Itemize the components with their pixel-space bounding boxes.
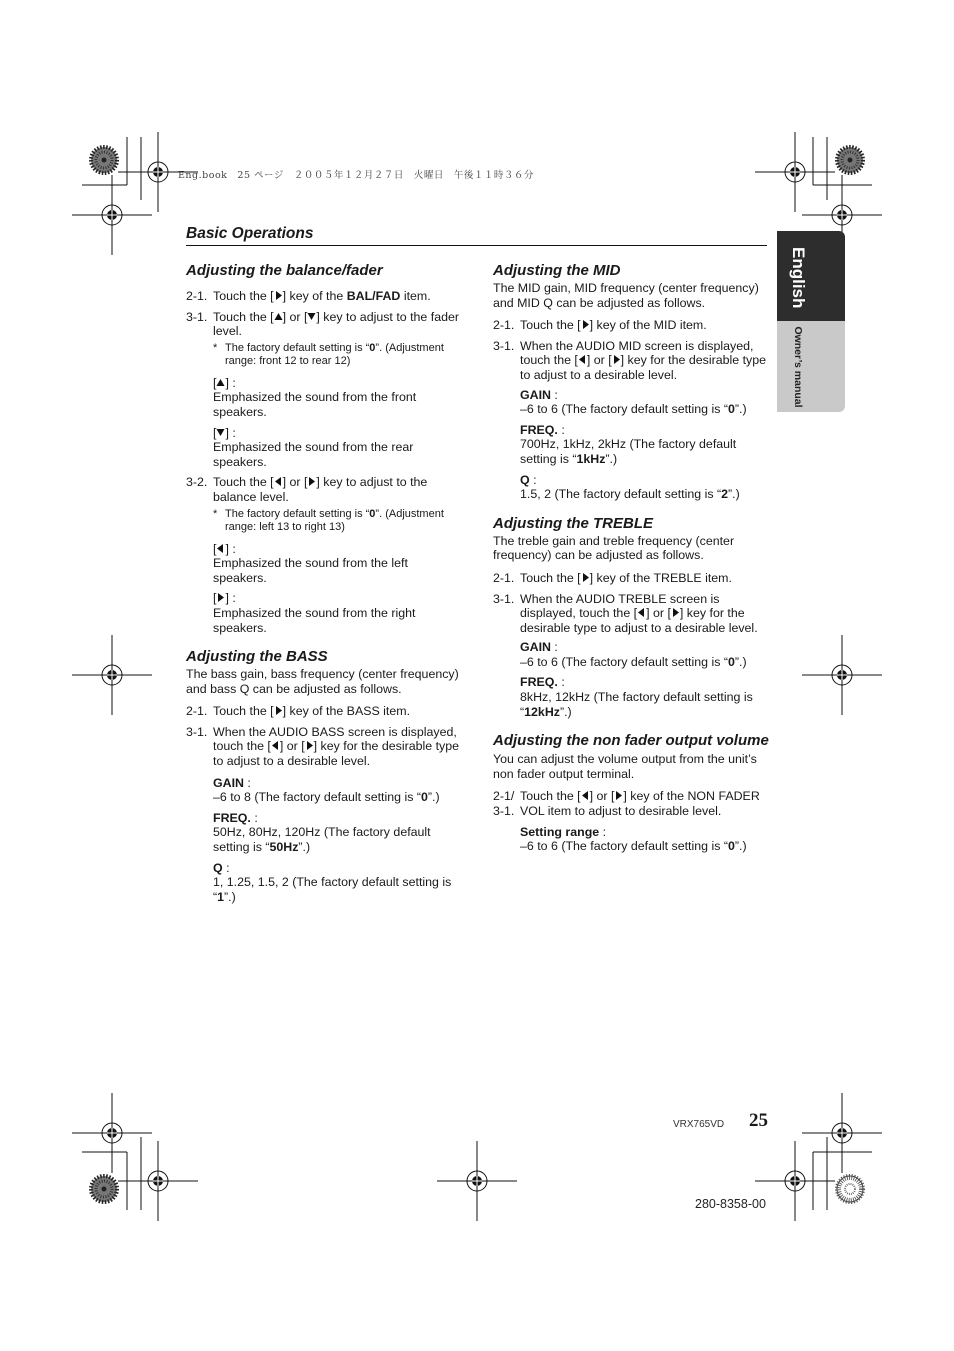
text: ] key for the desirable type to adjust to a desirable level. <box>213 739 459 769</box>
model-number: VRX765VD <box>673 1119 725 1130</box>
text: –6 to 8 (The factory default setting is “ <box>213 790 421 805</box>
text: ”. (Adjustment range: front 12 to rear 12) <box>225 341 444 368</box>
triangle-left-icon <box>216 543 225 554</box>
text: ] key of the MID item. <box>589 318 707 333</box>
item-name: BAL/FAD <box>346 289 401 303</box>
label: GAIN <box>213 775 244 790</box>
label: GAIN <box>520 640 551 655</box>
text: –6 to 6 (The factory default setting is “ <box>520 654 728 669</box>
text: Touch the [ <box>520 570 581 585</box>
note-block <box>186 508 464 636</box>
text: ] or [ <box>282 309 308 324</box>
triangle-up-icon <box>274 311 283 322</box>
label: GAIN <box>520 387 551 402</box>
value: 1 <box>217 889 225 904</box>
triangle-right-icon <box>307 476 316 487</box>
text: ] key to adjust to the balance level. <box>213 475 428 504</box>
mid-freq <box>520 423 769 467</box>
text: 8kHz, 12kHz (The factory default setting is “ <box>520 690 753 719</box>
treble-freq <box>520 675 769 719</box>
step-treble-2-1 <box>493 571 769 586</box>
text: ] : <box>225 591 236 606</box>
text: 50Hz, 80Hz, 120Hz (The factory default setting is “ <box>213 825 431 855</box>
right-column <box>493 262 769 854</box>
left-column <box>186 262 464 904</box>
text: Emphasized the sound from the front speakers. <box>213 390 417 419</box>
text: When the AUDIO MID screen is displayed, touch the [ <box>520 338 754 368</box>
text: ] key for the desirable type to adjust to a desirable level. <box>520 606 758 635</box>
value: 50Hz <box>269 840 299 855</box>
value: 0 <box>369 341 376 354</box>
triangle-left-icon <box>581 790 590 801</box>
text: ] key of the <box>282 289 347 303</box>
key-up-desc: [ ] : Emphasized the sound from the front speakers. <box>213 375 417 419</box>
step-mid-3-1 <box>493 339 769 383</box>
text: : <box>243 775 251 790</box>
value: 2 <box>721 487 729 502</box>
text: ] : <box>225 425 236 440</box>
manual-label: Owner’s manual <box>792 326 804 408</box>
page-number: 25 <box>749 1110 768 1131</box>
value: 0 <box>728 654 735 669</box>
triangle-right-icon <box>614 790 623 801</box>
step-number <box>493 789 514 818</box>
text: Touch the [ <box>520 318 581 333</box>
triangle-right-icon <box>305 740 314 751</box>
text: ”.) <box>605 451 618 466</box>
value: 0 <box>728 839 735 854</box>
heading-mid: Adjusting the MID <box>493 262 621 279</box>
value: 0 <box>369 507 376 520</box>
text: 1, 1.25, 1.5, 2 (The factory default setting is “ <box>213 875 452 904</box>
text: ] or [ <box>586 353 612 368</box>
text: ] key of the TREBLE item. <box>589 570 732 585</box>
text: The factory default setting is “ <box>225 341 370 354</box>
text: : <box>599 824 607 839</box>
text: ] or [ <box>282 475 308 490</box>
text: ] or [ <box>279 739 305 754</box>
section-title: Basic Operations <box>186 225 314 242</box>
print-info-line: Eng.book 25 ページ ２００５年１２月２７日 火曜日 午後１１時３６分 <box>178 170 534 181</box>
asterisk: * <box>213 507 218 520</box>
text: item. <box>400 289 431 303</box>
step-balance-3-1 <box>186 310 464 339</box>
key-left-desc: [ ] : Emphasized the sound from the left speakers. <box>213 541 408 585</box>
note-balance-default <box>213 508 464 535</box>
step-number: 3-1. <box>493 338 515 353</box>
step-number: 2-1. <box>186 704 208 719</box>
triangle-left-icon <box>578 354 587 365</box>
text: : <box>529 472 537 487</box>
text: ”.) <box>734 654 747 669</box>
text: : <box>557 422 565 437</box>
text: Touch the [ <box>213 704 274 719</box>
step-number-b: 3-1. <box>493 804 515 819</box>
step-nonfader-2-1-3-1 <box>493 789 769 818</box>
text: Touch the [ <box>213 289 274 303</box>
step-number: 2-1. <box>186 289 208 303</box>
text: –6 to 6 (The factory default setting is “ <box>520 402 728 417</box>
heading-non-fader: Adjusting the non fader output volume <box>493 732 769 750</box>
heading-balance-fader: Adjusting the balance/fader <box>186 262 383 279</box>
note-block <box>186 342 464 470</box>
step-number: 3-1. <box>186 724 208 739</box>
value: 0 <box>421 790 428 805</box>
part-number: 280-8358-00 <box>695 1197 766 1211</box>
text: ”.) <box>734 402 747 417</box>
triangle-left-icon <box>637 607 646 618</box>
label: Q <box>520 472 530 487</box>
triangle-right-icon <box>274 705 283 716</box>
mid-gain <box>520 388 769 417</box>
text: 1.5, 2 (The factory default setting is “ <box>520 487 722 502</box>
text: : <box>550 640 558 655</box>
text: When the AUDIO BASS screen is displayed, touch the [ <box>213 724 457 754</box>
treble-intro: The treble gain and treble frequency (center frequency) can be adjusted as follows. <box>493 533 735 563</box>
text: ] or [ <box>646 606 671 621</box>
text: ”.) <box>298 840 311 855</box>
bass-q <box>213 861 464 905</box>
value: 0 <box>728 402 735 417</box>
text: ”.) <box>728 487 740 502</box>
treble-gain <box>520 640 769 669</box>
text: Emphasized the sound from the right speakers. <box>213 605 416 635</box>
triangle-right-icon <box>274 290 283 301</box>
heading-bass: Adjusting the BASS <box>186 648 328 666</box>
bass-settings <box>186 776 464 905</box>
triangle-left-icon <box>271 740 280 751</box>
text: The factory default setting is “ <box>225 507 370 520</box>
bass-intro: The bass gain, bass frequency (center frequency) and bass Q can be adjusted as follows. <box>186 667 459 696</box>
nonfader-settings <box>493 825 769 854</box>
text: : <box>250 810 258 825</box>
label: FREQ. <box>520 675 558 690</box>
text: Touch the [ <box>520 789 581 804</box>
text: : <box>557 675 565 690</box>
text: ] key for the desirable type to adjust to a desirable level. <box>520 353 766 382</box>
text: ] key of the NON FADER VOL item to adjust to desirable level. <box>520 789 760 819</box>
label: Setting range <box>520 824 600 839</box>
mid-settings <box>493 388 769 502</box>
value: 12kHz <box>524 704 560 719</box>
key-right-desc: [ ] : Emphasized the sound from the right speakers. <box>213 591 416 635</box>
step-bass-3-1 <box>186 725 464 769</box>
note-fader-default <box>213 342 464 369</box>
triangle-right-icon <box>216 592 225 603</box>
step-bass-2-1 <box>186 704 464 719</box>
step-mid-2-1 <box>493 318 769 333</box>
text: Touch the [ <box>213 309 274 324</box>
bass-gain <box>213 776 464 805</box>
step-number-a: 2-1/ <box>493 789 515 804</box>
text: : <box>550 387 558 402</box>
text: ] key of the BASS item. <box>282 704 411 719</box>
text: ] : <box>225 541 236 556</box>
mid-q <box>520 473 769 502</box>
step-number: 3-1. <box>493 591 515 606</box>
language-label: English <box>789 247 808 309</box>
treble-settings <box>493 640 769 719</box>
nonfader-intro: You can adjust the volume output from the unit’s non fader output terminal. <box>493 752 757 781</box>
step-number: 3-1. <box>186 309 208 324</box>
label: FREQ. <box>520 422 558 437</box>
step-number: 3-2. <box>186 475 208 490</box>
step-number: 2-1. <box>493 318 515 333</box>
section-header <box>186 225 767 246</box>
triangle-right-icon <box>671 607 680 618</box>
text: Touch the [ <box>213 475 274 490</box>
text: –6 to 6 (The factory default setting is “ <box>520 839 728 854</box>
triangle-right-icon <box>612 354 621 365</box>
triangle-left-icon <box>274 476 283 487</box>
text: ”.) <box>734 839 747 854</box>
text: ] : <box>225 375 236 390</box>
key-down-desc: [ ] : Emphasized the sound from the rear speakers. <box>213 425 414 469</box>
asterisk: * <box>213 341 218 354</box>
triangle-right-icon <box>581 319 590 330</box>
triangle-down-icon <box>216 427 225 438</box>
text: Emphasized the sound from the left speakers. <box>213 556 408 585</box>
text: 700Hz, 1kHz, 2kHz (The factory default setting is “ <box>520 437 737 466</box>
step-treble-3-1 <box>493 592 769 636</box>
text: ”. (Adjustment range: left 13 to right 13) <box>225 507 444 534</box>
label: Q <box>213 860 223 875</box>
label: FREQ. <box>213 810 251 825</box>
triangle-up-icon <box>216 377 225 388</box>
step-number: 2-1. <box>493 570 515 585</box>
text: ] key to adjust to the fader level. <box>213 309 459 339</box>
text: ”.) <box>427 790 440 805</box>
text: When the AUDIO TREBLE screen is displayed, touch the [ <box>520 591 720 621</box>
triangle-right-icon <box>581 572 590 583</box>
nonfader-range <box>520 825 769 854</box>
mid-intro: The MID gain, MID frequency (center frequency) and MID Q can be adjusted as follows. <box>493 281 759 310</box>
text: ] or [ <box>589 789 615 804</box>
text: Emphasized the sound from the rear speakers. <box>213 440 414 469</box>
side-tab-light <box>777 321 845 412</box>
heading-treble: Adjusting the TREBLE <box>493 514 653 532</box>
value: 1kHz <box>576 451 606 466</box>
bass-freq <box>213 811 464 855</box>
step-balance-3-2 <box>186 475 464 504</box>
text: ”.) <box>224 889 236 904</box>
step-balance-2-1 <box>186 289 464 304</box>
text: : <box>222 860 230 875</box>
text: ”.) <box>559 704 572 719</box>
triangle-down-icon <box>307 311 316 322</box>
